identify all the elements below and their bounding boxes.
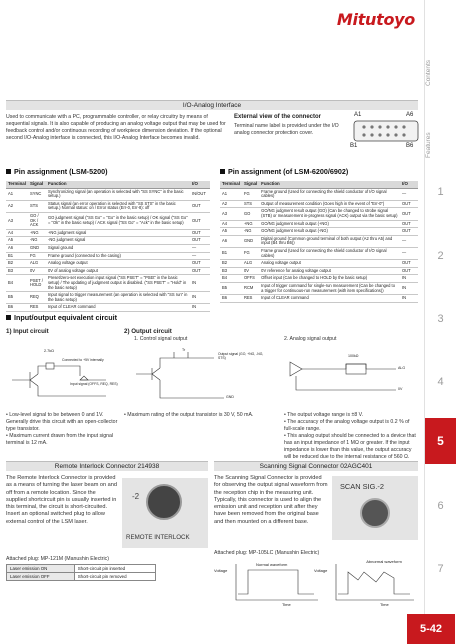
terminal-cell: A5 [6,237,28,245]
table-row [220,282,418,294]
terminal-cell: B1 [6,252,28,260]
pin-b1-label: B1 [350,143,358,149]
terminal-cell: A6 [6,244,28,252]
remote-interlock-title: Remote Interlock Connector 214938 [6,461,208,471]
signal-cell: RES [28,304,46,312]
waveform-diagram [214,560,418,608]
signal-cell: -NG [28,237,46,245]
terminal-cell: A3 [220,208,242,220]
pin-assignment-right-heading [220,167,348,176]
io-cell: IN [190,275,210,292]
io-cell: — [190,244,210,252]
analog-output-diagram [286,346,418,406]
input-signal-label: Input signal (OFFS, REQ, RES) [70,382,118,386]
function-cell: Analog voltage output [46,260,190,268]
tab-4[interactable]: 4 [437,376,444,388]
laser-off-label: Laser emission OFF [7,573,75,581]
function-cell: Input signal to trigger measurement (an operation is selected with "SS run" in the basic setup) [46,292,190,304]
signal-cell: ALG [242,260,259,268]
scan-signal-photo-label: SCAN SIG.-2 [340,482,384,491]
terminal-cell: B4 [6,275,28,292]
output-circuit-notes [124,412,272,419]
io-cell: OUT [190,267,210,275]
terminal-cell: B6 [6,304,28,312]
terminal-cell: A2 [220,200,242,208]
io-cell: OUT [190,200,210,212]
io-cell: OUT [400,267,418,275]
analog-output-notes [284,412,418,461]
wave-voltage-right: Voltage [314,568,328,573]
table-row [6,244,210,252]
analog-note: • This analog output should be connected to a device that has an input impedance of 1 MΩ or greater. If the input impedance is lower than this value, the output accuracy will be reduced due to the internal resistance of 560 Ω. [284,433,416,460]
signal-cell: FG [28,252,46,260]
control-output-diagram [134,346,264,406]
function-cell: Offset input (Can be changed to HOLD by the basic setup) [259,275,400,283]
function-cell: Input of CLEAR command [46,304,190,312]
pin-table-left-grid [6,181,210,312]
scan-signal-socket-icon [360,498,390,528]
table-row [220,200,418,208]
connector-shape [352,119,420,143]
table-row [220,275,418,283]
output-signal-label: Output signal (GO, +NG, -NG, STS) [218,352,264,360]
tr-label: Tr [182,348,186,352]
normal-waveform-label: Normal waveform [256,562,288,567]
remote-interlock-number: -2 [132,492,140,501]
abnormal-waveform-label: Abnormal waveform [366,559,402,564]
signal-cell: STS [28,200,46,212]
input-note: • Low-level signal to be between 0 and 1V. Generally drive this circuit with an open-collector type transistor. [6,412,118,432]
io-cell: OUT [190,260,210,268]
terminal-cell: A1 [220,188,242,200]
external-view-text: Terminal name label is provided under the I/O analog connector protection cover. [234,123,339,136]
input-circuit-notes [6,412,118,447]
analog-output-subtitle: 2. Analog signal output [284,336,337,342]
table-row [220,247,418,259]
remote-interlock-socket-icon [146,484,182,520]
function-cell: Synchronizing signal (an operation is selected with "SS SYNC" in the basic setup.) [46,188,190,200]
tab-1[interactable]: 1 [437,186,444,198]
input-circuit-schematic [10,346,120,406]
tab-contents[interactable]: Contents [425,59,432,87]
io-intro-text: Used to communicate with a PC, programmable controller, or relay circuitry by means of sequential signals. It is also capable of producing an analog voltage output that may be used for feedback control and/or continuous recording of workpiece dimension deviation. If the optional second I/O-Analog interface is connected, this I/O-Analog Interface becomes invalid. [6,114,226,141]
table-row [6,260,210,268]
io-cell: — [400,188,418,200]
io-circuit-heading [6,313,117,322]
signal-cell: -NG [242,228,259,236]
remote-interlock-text: The Remote Interlock Connector is provided as a means of turning the laser beam on and off from a remote location. Since the supplied shortcircuit pin is usually inserted in this terminal, the circuit is short-circuited. Insert an optional switched plug to allow external control of the LSM laser. [6,475,118,525]
remote-interlock-photo-label: REMOTE INTERLOCK [126,534,190,541]
terminal-cell: B1 [220,247,242,259]
wave-voltage-left: Voltage [214,568,228,573]
signal-cell: GO [242,208,259,220]
table-row [220,235,418,247]
col-signal: Signal [242,181,259,188]
col-terminal: Terminal [220,181,242,188]
terminal-cell: A2 [6,200,28,212]
signal-cell: GND [242,235,259,247]
terminal-cell: A1 [6,188,28,200]
function-cell: Signal ground [46,244,190,252]
table-row [6,252,210,260]
col-function: Function [46,181,190,188]
signal-cell: SYNC [28,188,46,200]
table-row [7,565,156,573]
output-circuit-title: 2) Output circuit [124,328,172,335]
io-cell: IN [400,275,418,283]
pin-table-right-grid [220,181,418,303]
tab-7[interactable]: 7 [437,563,444,575]
signal-cell: GND [28,244,46,252]
connector-diagram [352,112,420,152]
table-row [220,208,418,220]
col-io: I/O [190,181,210,188]
col-terminal: Terminal [6,181,28,188]
input-circuit-diagram [10,346,120,406]
function-cell: GO judgment signal ("SS Go" = "Go" in the basic setup) / OK signal ("SS Go" = "Ok" in the basic setup) / ACK signal ("SS Go" = "Ack" in the basic setup) [46,212,190,229]
io-cell: OUT [400,228,418,236]
terminal-cell: A5 [220,228,242,236]
scanning-signal-text: The Scanning Signal Connector is provided for observing the output signal waveform from the reception chip in the measuring unit. Typically, this connector is used to align the emission unit and reception unit after they have been removed from the original base and then mounted on a different base. [214,475,328,525]
laser-emission-table [6,564,156,581]
pin-b6-label: B6 [406,143,414,149]
control-output-subtitle: 1. Control signal output [134,336,188,342]
function-cell: -NG judgment signal [46,237,190,245]
input-circuit-title: 1) Input circuit [6,328,49,335]
signal-cell: +NG [242,220,259,228]
terminal-cell: A4 [6,229,28,237]
scanning-signal-title: Scanning Signal Connector 02AGC401 [214,461,418,471]
table-row [6,229,210,237]
pin-a6-label: A6 [406,112,414,118]
scan-plug-note: Attached plug: MP-105LC (Manushin Electric) [214,550,320,556]
terminal-cell: A4 [220,220,242,228]
terminal-cell: B5 [6,292,28,304]
remote-interlock-photo [122,478,208,548]
terminal-cell: A6 [220,235,242,247]
table-row [7,573,156,581]
brand-logo: Mitutoyo [336,10,415,29]
function-cell: 0V reference for analog voltage output [259,267,400,275]
signal-cell: 0V [242,267,259,275]
tab-6[interactable]: 6 [437,500,444,512]
signal-cell: OFFS [242,275,259,283]
pin-table-right [220,181,418,305]
function-cell: GO/NG judgment result output (GO) (Can be changed to strobe signal (STB) or measurement in-progress signal (ACK) output via the basic setup) [259,208,400,220]
section-index-sidebar [424,0,455,644]
col-function: Function [259,181,400,188]
table-row [6,275,210,292]
signal-cell: STS [242,200,259,208]
output-note: • Maximum rating of the output transistor is 30 V, 50 mA. [124,412,254,418]
table-row [6,292,210,304]
signal-cell: RCM [242,282,259,294]
signal-cell: FG [242,247,259,259]
io-cell: — [400,235,418,247]
function-cell: GO/NG judgment result output (+NG) [259,220,400,228]
io-cell: OUT [190,237,210,245]
io-cell: — [190,252,210,260]
table-row [220,228,418,236]
pin-a1-label: A1 [354,112,362,118]
terminal-cell: A3 [6,212,28,229]
tab-3[interactable]: 3 [437,313,444,325]
io-cell: IN [190,292,210,304]
function-cell: Frame ground (Used for connecting the shield conductor of I/O signal cables) [259,188,400,200]
io-cell: OUT [400,208,418,220]
function-cell: +NG judgment signal [46,229,190,237]
function-cell: Preset/zero-set execution input signal ("SS PSET" = "PSEt" in the basic setup) / The updating of judgment output is disabled. ("SS PSET" = "Hold" in the basic setup) [46,275,190,292]
terminal-cell: B4 [220,275,242,283]
io-cell: OUT [190,229,210,237]
io-cell: OUT [400,200,418,208]
terminal-cell: B5 [220,282,242,294]
input-resistor-label: 2.7kΩ [44,349,55,353]
pin-assignment-right-title: Pin assignment (of LSM-6200/6902) [228,167,349,176]
function-cell: Output of measurement condition (Goes high in the event of "Err-0") [259,200,400,208]
terminal-cell: B3 [6,267,28,275]
wave-time-left: Time [282,602,291,607]
scan-signal-photo [332,476,418,540]
pin-assignment-left-heading [6,167,107,176]
io-cell: OUT [400,260,418,268]
signal-cell: FG [242,188,259,200]
terminal-cell: B2 [220,260,242,268]
analog-note: • The accuracy of the analog voltage output is 0.2 % of full-scale range. [284,419,410,432]
function-cell: Status signal (an error operation is selected with "SS STS" in the basic setup.) Normal status: on / Error status (Err-0, Err-8): off [46,200,190,212]
alg-label: ALG [398,366,406,370]
laser-off-value: Short-circuit pin removed [74,573,155,581]
signal-cell: RES [242,295,259,303]
pin-table-left [6,181,210,310]
input-note: • Maximum current drawn from the input signal terminal is 12 mA. [6,433,114,446]
signal-cell: 0V [28,267,46,275]
function-cell: Input of trigger command for single-run measurement (Can be changed to a trigger for continuous-run measurement (with item specifications)) [259,282,400,294]
table-row [6,188,210,200]
io-cell: IN [400,282,418,294]
table-row [220,188,418,200]
io-cell: — [400,247,418,259]
terminal-cell: B2 [6,260,28,268]
zero-v-label: 0V [398,387,403,391]
function-cell: Analog voltage output [259,260,400,268]
function-cell: Frame ground (connected to the casing) [46,252,190,260]
io-cell: OUT [400,220,418,228]
signal-cell: GO / OK / ACK [28,212,46,229]
tab-5-active[interactable]: 5 [425,418,456,464]
table-row [220,260,418,268]
io-section-title: I/O-Analog Interface [6,100,418,110]
gnd-label: GND [226,395,234,399]
remote-plug-note: Attached plug: MP-121M (Manushin Electric) [6,556,109,562]
io-cell: IN [400,295,418,303]
page-number: 5-42 [407,614,455,644]
signal-cell: ALG [28,260,46,268]
table-row [6,267,210,275]
io-cell: IN [190,304,210,312]
signal-cell: PSET / HOLD [28,275,46,292]
external-view-title: External view of the connector [234,114,322,120]
col-io: I/O [400,181,418,188]
function-cell: Input of CLEAR command [259,295,400,303]
io-circuit-title: Input/output equivalent circuit [14,313,118,322]
table-row [6,304,210,312]
tab-features[interactable]: Features [425,132,432,158]
wave-time-right: Time [380,602,389,607]
table-row [6,212,210,229]
table-row [220,220,418,228]
function-cell: 0V of analog voltage output [46,267,190,275]
function-cell: Digital ground (Common ground terminal of both output (A2 thru A5) and input (B4 thru B6)) [259,235,400,247]
function-cell: GO/NG judgment result output (-NG) [259,228,400,236]
analog-note: • The output voltage range is ±8 V. [284,412,364,418]
table-row [220,295,418,303]
laser-on-value: Short-circuit pin inserted [74,565,155,573]
pin-assignment-left-title: Pin assignment (LSM-5200) [14,167,108,176]
col-signal: Signal [28,181,46,188]
analog-resistor-label: 100kΩ [348,354,359,358]
signal-cell: REQ [28,292,46,304]
io-cell: OUT [190,212,210,229]
table-row [6,237,210,245]
terminal-cell: B6 [220,295,242,303]
table-row [220,267,418,275]
signal-cell: +NG [28,229,46,237]
function-cell: Frame ground (Used for connecting the shield conductor of I/O signal cables) [259,247,400,259]
laser-on-label: Laser emission ON [7,565,75,573]
io-cell: IN/OUT [190,188,210,200]
terminal-cell: B3 [220,267,242,275]
input-connected-label: Connected to +5V internally [62,358,104,362]
tab-2[interactable]: 2 [437,250,444,262]
table-row [6,200,210,212]
